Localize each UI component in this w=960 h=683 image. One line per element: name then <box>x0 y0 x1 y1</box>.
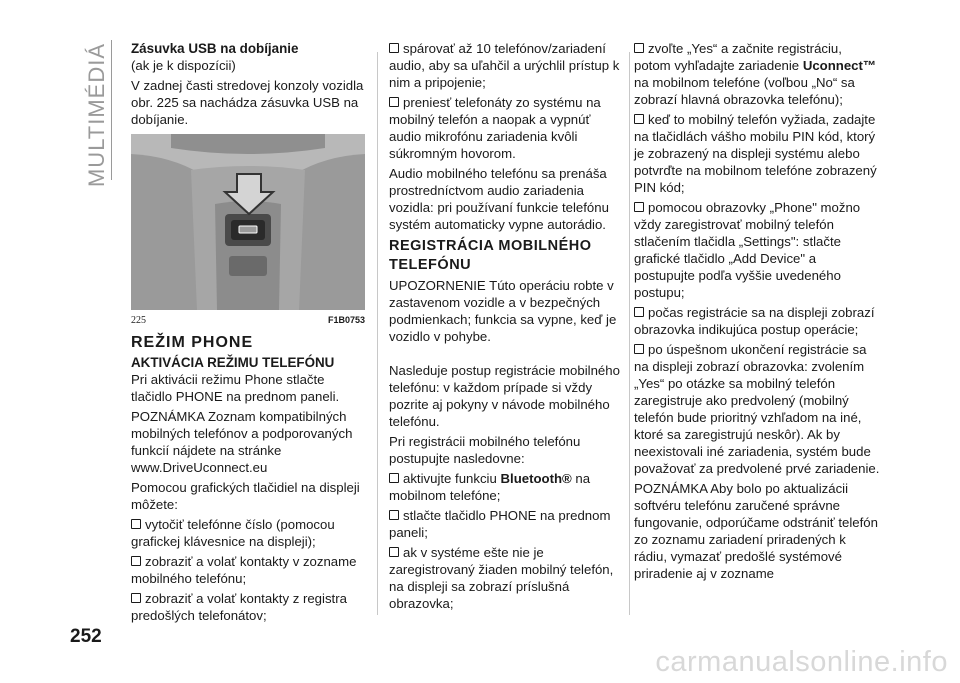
procedure-intro: Pri registrácii mobilného telefónu postupujte nasledovne: <box>389 434 581 466</box>
uconnect-term: Uconnect™ <box>802 58 877 73</box>
checkbox-bullet-icon <box>389 473 399 483</box>
checkbox-bullet-icon <box>131 593 141 603</box>
page-number: 252 <box>70 626 102 647</box>
bullet-item: po úspešnom ukončení registrácie sa na displeji zobrazí obrazovka: zvolením „Yes“ po otázke sa mobilný telefón zaregistruje ako predvolený (mobilný telefón bude prioritný vzhľadom na iné, ktoré sa zaregistrujú neskôr). Ak by neexistovali iné zariadenia, systém bude považovať za predvolené prvé zariadenie. <box>634 342 880 476</box>
bullet-item: stlačte tlačidlo PHONE na prednom paneli; <box>389 508 611 540</box>
bullet-item: počas registrácie sa na displeji zobrazí obrazovka indikujúca postup operácie; <box>634 305 875 337</box>
bullet-item: zobraziť a volať kontakty v zozname mobilného telefónu; <box>131 554 357 586</box>
section-title-text: MULTIMÉDIÁ <box>84 42 109 188</box>
bullet-item: zobraziť a volať kontakty z registra predošlých telefonátov; <box>131 591 347 623</box>
bullet-item: spárovať až 10 telefónov/zariadení audio, aby sa uľahčil a urýchlil prístup k nim a pripojenie; <box>389 41 620 90</box>
checkbox-bullet-icon <box>634 202 644 212</box>
bullet-item: pomocou obrazovky „Phone" možno vždy zaregistrovať mobilný telefón stlačením tlačidla „Settings": stlačte grafické tlačidlo „Add Device" a postupujte podľa vyššie uvedeného postupu; <box>634 200 861 300</box>
phone-mode-title: REŽIM PHONE <box>131 334 254 351</box>
usb-intro: V zadnej časti stredovej konzoly vozidla obr. 225 sa nachádza zásuvka USB na dobíjanie. <box>131 78 364 127</box>
checkbox-bullet-icon <box>131 519 141 529</box>
section-title-vertical <box>84 40 110 190</box>
checkbox-bullet-icon <box>634 43 644 53</box>
column-3 <box>634 40 880 585</box>
bullet-item: ak v systéme ešte nie je zaregistrovaný žiaden mobilný telefón, na displeji sa zobrazí príslušná obrazovka; <box>389 545 614 611</box>
bullet-item: zvoľte „Yes“ a začnite registráciu, potom vyhľadajte zariadenie Uconnect™ na mobilnom telefóne (voľbou „No“ sa zobrazí hlavná obrazovka telefónu); <box>634 41 877 107</box>
console-illustration <box>131 134 365 310</box>
bluetooth-term: Bluetooth® <box>500 471 572 486</box>
bullet-item: aktivujte funkciu Bluetooth® na mobilnom telefóne; <box>389 471 591 503</box>
checkbox-bullet-icon <box>389 547 399 557</box>
usb-heading: Zásuvka USB na dobíjanie <box>131 41 299 56</box>
usb-socket-figure <box>131 134 365 310</box>
warning-paragraph: UPOZORNENIE Túto operáciu robte v zastavenom vozidle a v bezpečných podmienkach; funkcia sa vypne, keď je vozidlo v pohybe. <box>389 278 617 344</box>
checkbox-bullet-icon <box>389 510 399 520</box>
audio-paragraph: Audio mobilného telefónu sa prenáša prostredníctvom audio zariadenia vozidla: pri používaní funkcie telefónu systém automaticky vypne autorádio. <box>389 166 609 232</box>
column-separator <box>629 52 630 615</box>
section-divider <box>111 40 112 180</box>
usb-subheading: (ak je k dispozícii) <box>131 58 236 73</box>
watermark: carmanualsonline.info <box>655 646 948 678</box>
column-1 <box>131 40 365 627</box>
checkbox-bullet-icon <box>389 97 399 107</box>
bullet-item: keď to mobilný telefón vyžiada, zadajte na tlačidlách vášho mobilu PIN kód, ktorý je zobrazený na displeji systému alebo potvrďte na mobilnom telefóne zobrazený PIN kód; <box>634 112 877 195</box>
registration-heading: REGISTRÁCIA MOBILNÉHO TELEFÓNU <box>389 238 592 273</box>
note-paragraph: POZNÁMKA Aby bolo po aktualizácii softvéru telefónu zaručené správne fungovanie, odporúčame odstrániť telefón zo zoznamu zariadení priradených k rádiu, vymazať predošlé systémové priradenie aj v zozname <box>634 481 878 581</box>
phone-mode-note: POZNÁMKA Zoznam kompatibilných mobilných telefónov a podporovaných funkcií nájdete na stránke www.DriveUconnect.eu <box>131 409 353 475</box>
bullet-item: vytočiť telefónne číslo (pomocou grafickej klávesnice na displeji); <box>131 517 335 549</box>
figure-caption <box>131 310 365 325</box>
column-separator <box>377 52 378 615</box>
procedure-paragraph: Nasleduje postup registrácie mobilného telefónu: v každom prípade si vždy pozrite aj pokyny v návode mobilného telefónu. <box>389 363 620 429</box>
column-2 <box>389 40 625 615</box>
phone-mode-p3: Pomocou grafických tlačidiel na displeji môžete: <box>131 480 360 512</box>
phone-mode-p1: Pri aktivácii režimu Phone stlačte tlačidlo PHONE na prednom paneli. <box>131 372 340 404</box>
checkbox-bullet-icon <box>389 43 399 53</box>
checkbox-bullet-icon <box>634 307 644 317</box>
bullet-item: preniesť telefonáty zo systému na mobilný telefón a naopak a vypnúť audio mikrofónu zariadenia kvôli súkromným hovorom. <box>389 95 601 161</box>
checkbox-bullet-icon <box>634 344 644 354</box>
checkbox-bullet-icon <box>634 114 644 124</box>
checkbox-bullet-icon <box>131 556 141 566</box>
figure-number: 225 <box>131 315 146 326</box>
figure-code: F1B0753 <box>327 315 365 325</box>
phone-mode-subtitle: AKTIVÁCIA REŽIMU TELEFÓNU <box>131 355 335 370</box>
